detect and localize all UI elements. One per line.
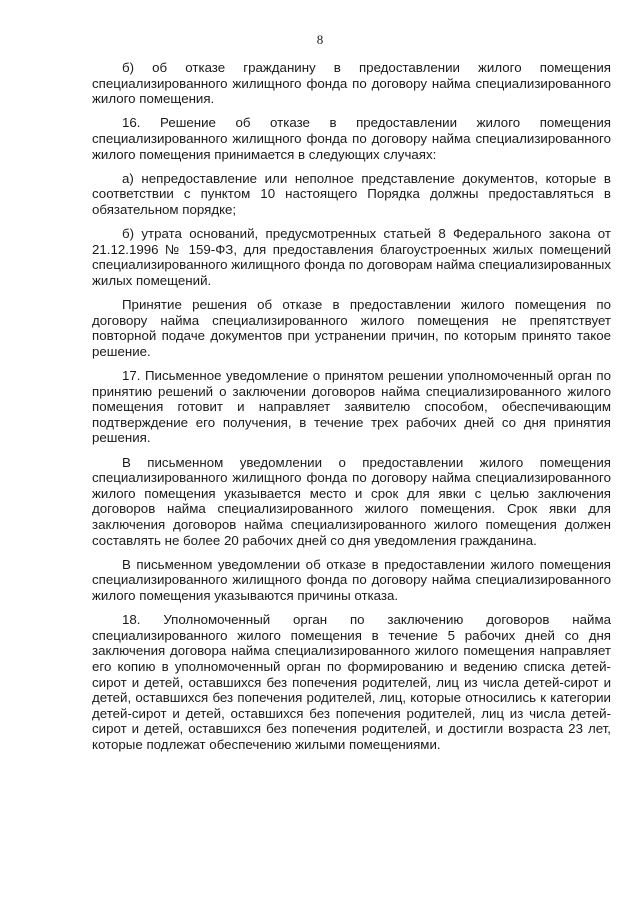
paragraph-16: 16. Решение об отказе в предоставлении жилого помещения специализированного жилищного фонда по договору найма специализированного жилого помещения принимается в следующих случаях: (92, 115, 611, 162)
paragraph-grant-notice: В письменном уведомлении о предоставлении жилого помещения специализированного жилищного фонда по договору найма специализированного жилого помещения указывается место и срок для явки с целью заключения договоров найма специализированного жилого помещения. Срок явки для заключения договоров найма специализированного жилого помещения должен составлять не более 20 рабочих дней со дня уведомления гражданина. (92, 454, 611, 548)
paragraph-18: 18. Уполномоченный орган по заключению договоров найма специализированного жилого помещения в течение 5 рабочих дней со дня заключения договора найма специализированного жилого помещения направляет его копию в уполномоченный орган по формированию и ведению списка детей-сирот и детей, оставшихся без попечения родителей, лиц из числа детей-сирот и детей, оставшихся без попечения родителей, лиц, которые относились к категории детей-сирот и детей, оставшихся без попечения родителей, лиц из числа детей-сирот и детей, оставшихся без попечения родителей, и достигли возраста 23 лет, которые подлежат обеспечению жилыми помещениями. (92, 612, 611, 752)
document-body (92, 60, 611, 761)
paragraph-refusal-reasons: В письменном уведомлении об отказе в предоставлении жилого помещения специализированного жилищного фонда по договору найма специализированного жилого помещения указываются причины отказа. (92, 556, 611, 603)
paragraph-16-b: б) утрата оснований, предусмотренных статьей 8 Федерального закона от 21.12.1996 № 159-ФЗ, для предоставления благоустроенных жилых помещений специализированного жилищного фонда по договорам найма специализированных жилых помещений. (92, 226, 611, 288)
paragraph-17: 17. Письменное уведомление о принятом решении уполномоченный орган по принятию решений о заключении договоров найма специализированного жилого помещения готовит и направляет заявителю способом, обеспечивающим подтверждение его получения, в течение трех рабочих дней со дня принятия решения. (92, 368, 611, 446)
paragraph-16-a: а) непредоставление или неполное представление документов, которые в соответствии с пунктом 10 настоящего Порядка должны предоставляться в обязательном порядке; (92, 170, 611, 217)
paragraph-resubmission: Принятие решения об отказе в предоставлении жилого помещения по договору найма специализированного жилого помещения не препятствует повторной подаче документов при устранении причин, по которым принято такое решение. (92, 297, 611, 359)
page-number: 8 (316, 32, 324, 47)
paragraph-refusal-notice: б) об отказе гражданину в предоставлении жилого помещения специализированного жилищного фонда по договору найма специализированного жилого помещения. (92, 60, 611, 107)
